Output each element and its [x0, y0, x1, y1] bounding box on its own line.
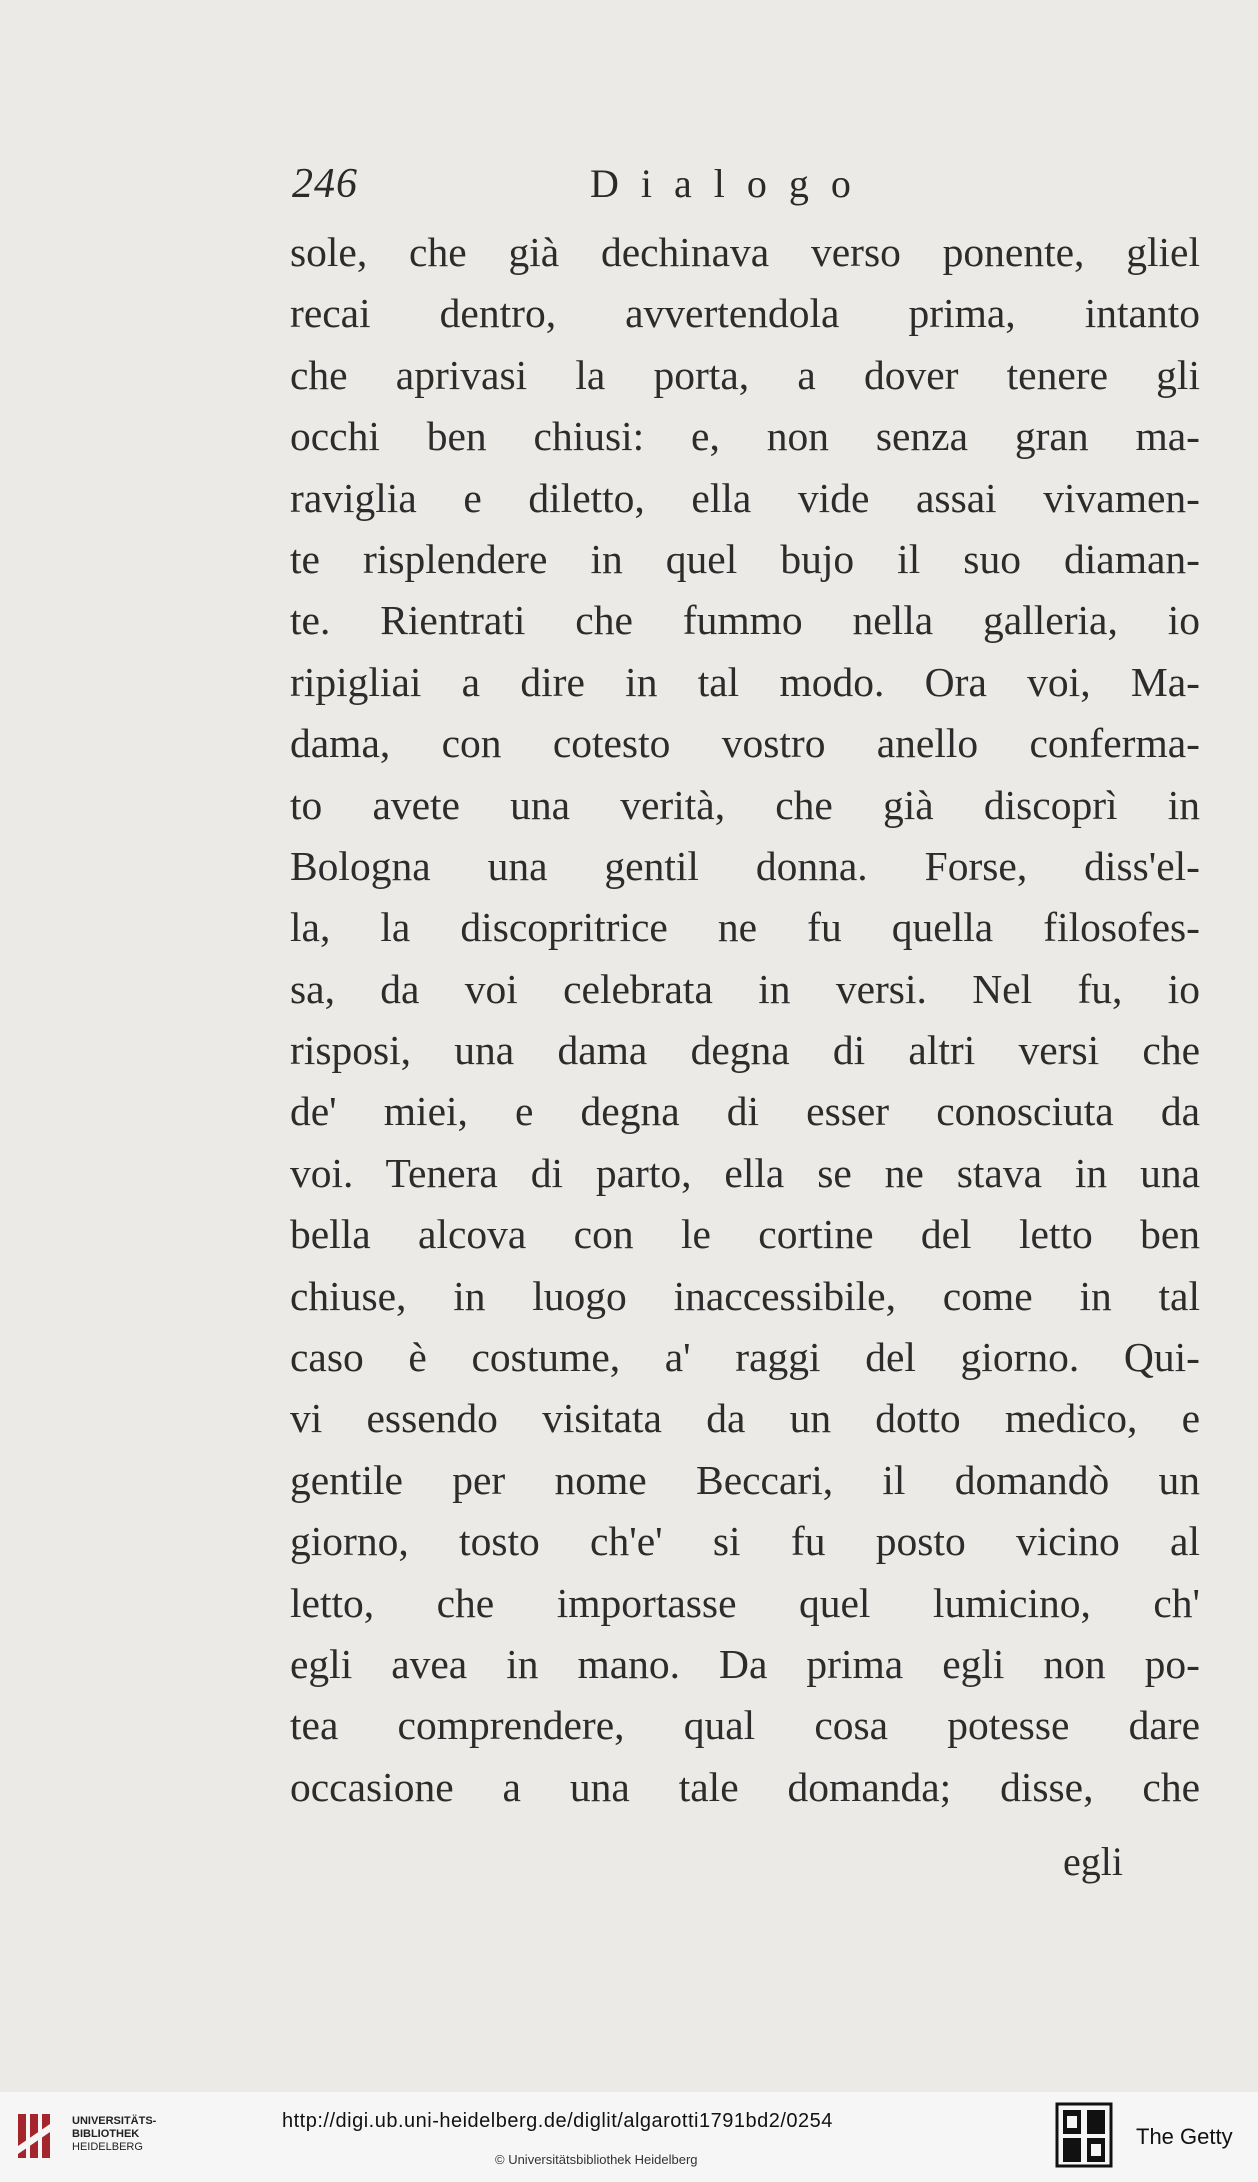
- text-line: sa, da voi celebrata in versi. Nel fu, io: [290, 965, 1200, 1012]
- university-library-logo-icon[interactable]: [14, 2106, 74, 2166]
- institution-line: BIBLIOTHEK: [72, 2128, 140, 2140]
- getty-logo-icon[interactable]: [1055, 2102, 1113, 2172]
- text-line: letto, che importasse quel lumicino, ch': [290, 1579, 1200, 1626]
- text-line: te. Rientrati che fummo nella galleria, io: [290, 597, 1200, 644]
- text-line: vi essendo visitata da un dotto medico, e: [290, 1395, 1200, 1442]
- text-line: tea comprendere, qual cosa potesse dare: [290, 1702, 1200, 1749]
- text-line: to avete una verità, che già discoprì in: [290, 781, 1200, 828]
- text-line: de' miei, e degna di esser conosciuta da: [290, 1088, 1200, 1135]
- page-header: [290, 160, 1198, 210]
- partner-name: The Getty: [1136, 2124, 1233, 2149]
- text-line: la, la discopritrice ne fu quella filosofes-: [290, 904, 1200, 951]
- text-line: sole, che già dechinava verso ponente, gliel: [290, 229, 1200, 275]
- text-line: occhi ben chiusi: e, non senza gran ma-: [290, 413, 1200, 460]
- institution-line: HEIDELBERG: [72, 2141, 143, 2153]
- text-line: dama, con cotesto vostro anello conferma-: [290, 720, 1200, 767]
- text-line: egli avea in mano. Da prima egli non po-: [290, 1640, 1200, 1687]
- text-line: occasione a una tale domanda; disse, che: [290, 1763, 1200, 1810]
- text-line: bella alcova con le cortine del letto ben: [290, 1211, 1200, 1258]
- text-line: Bologna una gentil donna. Forse, diss'el-: [290, 842, 1200, 889]
- running-head: Dialogo: [590, 161, 873, 206]
- text-line: risposi, una dama degna di altri versi che: [290, 1027, 1200, 1074]
- text-line: che aprivasi la porta, a dover tenere gli: [290, 351, 1200, 398]
- text-line: voi. Tenera di parto, ella se ne stava in una: [290, 1149, 1200, 1196]
- institution-name: [72, 2115, 156, 2154]
- copyright-notice: © Universitätsbibliothek Heidelberg: [495, 2152, 698, 2167]
- text-line: ripigliai a dire in tal modo. Ora voi, Ma-: [290, 658, 1200, 705]
- permalink-url[interactable]: http://digi.ub.uni-heidelberg.de/diglit/algarotti1791bd2/0254: [282, 2110, 833, 2132]
- text-line: gentile per nome Beccari, il domandò un: [290, 1456, 1200, 1503]
- catchword: egli: [1063, 1839, 1123, 1884]
- text-line: recai dentro, avvertendola prima, intanto: [290, 290, 1200, 337]
- text-line: giorno, tosto ch'e' si fu posto vicino al: [290, 1518, 1200, 1565]
- body-text: [290, 222, 1200, 1818]
- text-line: raviglia e diletto, ella vide assai vivamen-: [290, 474, 1200, 521]
- text-line: caso è costume, a' raggi del giorno. Qui-: [290, 1334, 1200, 1381]
- page-number: 246: [292, 161, 358, 207]
- text-line: chiuse, in luogo inaccessibile, come in tal: [290, 1272, 1200, 1319]
- text-line: te risplendere in quel bujo il suo diaman-: [290, 535, 1200, 582]
- institution-line: UNIVERSITÄTS-: [72, 2115, 157, 2127]
- footer-bar: [0, 2092, 1258, 2182]
